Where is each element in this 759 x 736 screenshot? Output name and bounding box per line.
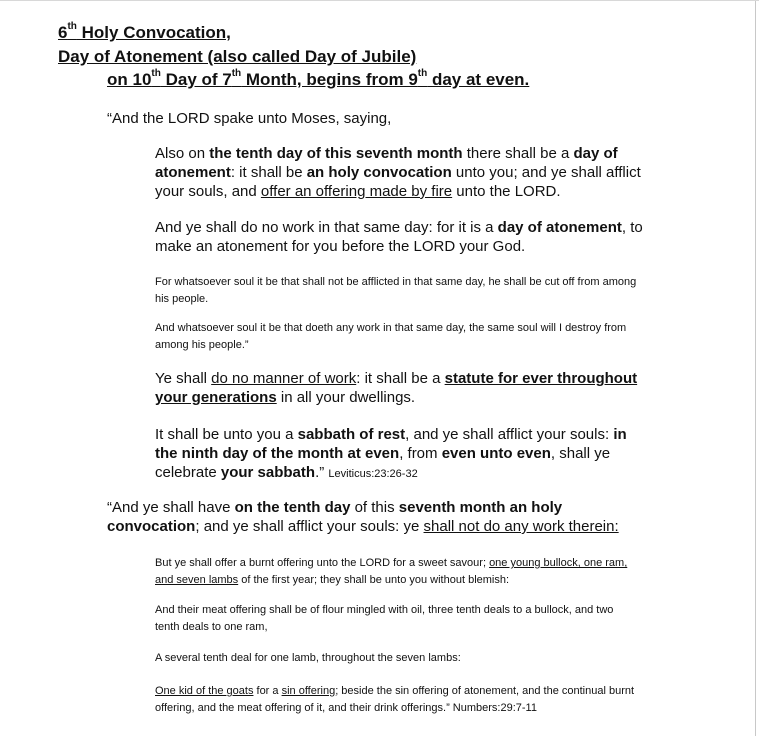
lev-p3-line-2: his people.: [155, 293, 209, 305]
page-right-edge: [755, 0, 756, 736]
lev-p4-line-1: And whatsoever soul it be that doeth any work in that same day, the same soul will I destroy from: [155, 322, 627, 334]
lev-p5-line-1: Ye shall do no manner of work: it shall be a statute for ever throughout: [155, 370, 638, 387]
lev-p6-line-3: celebrate your sabbath.” Leviticus:23:26-32: [155, 464, 418, 481]
lev-p2-line-1: And ye shall do no work in that same day: for it is a day of atonement, to: [155, 219, 643, 236]
num-p2-line-2: tenth deals to one ram,: [155, 621, 268, 633]
num-p1-line-2: and seven lambs of the first year; they shall be unto you without blemish:: [155, 574, 510, 586]
num-p1-line-1: But ye shall offer a burnt offering unto the LORD for a sweet savour; one young bullock, one ram,: [155, 557, 628, 569]
lev-p6-line-2: the ninth day of the month at even, from even unto even, shall ye: [155, 445, 611, 462]
lev-p5-line-2: your generations in all your dwellings.: [155, 389, 416, 406]
heading-line-1: 6th Holy Convocation,: [58, 21, 231, 42]
heading-line-2: Day of Atonement (also called Day of Jubile): [58, 47, 417, 66]
num-p4-line-2: offering, and the meat offering of it, and their drink offerings.” Numbers:29:7-11: [155, 702, 537, 714]
lev-p1-line-3: your souls, and offer an offering made by fire unto the LORD.: [155, 183, 561, 200]
num-p3-line-1: A several tenth deal for one lamb, throughout the seven lambs:: [155, 652, 461, 664]
num-intro-line-1: “And ye shall have on the tenth day of this seventh month an holy: [107, 499, 563, 516]
leviticus-intro: “And the LORD spake unto Moses, saying,: [107, 110, 392, 127]
num-p2-line-1: And their meat offering shall be of flour mingled with oil, three tenth deals to a bullock, and two: [155, 604, 614, 616]
lev-p4-line-2: among his people.”: [155, 339, 249, 351]
lev-p1-line-1: Also on the tenth day of this seventh month there shall be a day of: [155, 145, 618, 162]
page-top-edge: [0, 0, 759, 1]
lev-p3-line-1: For whatsoever soul it be that shall not be afflicted in that same day, he shall be cut off from among: [155, 276, 637, 288]
num-intro-line-2: convocation; and ye shall afflict your souls: ye shall not do any work therein:: [107, 518, 619, 535]
num-p4-line-1: One kid of the goats for a sin offering; beside the sin offering of atonement, and the continual burnt: [155, 685, 635, 697]
leviticus-reference: Leviticus:23:26-32: [328, 468, 418, 480]
lev-p1-line-2: atonement: it shall be an holy convocation unto you; and ye shall afflict: [155, 164, 641, 181]
lev-p6-line-1: It shall be unto you a sabbath of rest, and ye shall afflict your souls: in: [155, 426, 627, 443]
heading-line-3: on 10th Day of 7th Month, begins from 9th day at even.: [107, 68, 530, 89]
lev-p2-line-2: make an atonement for you before the LORD your God.: [155, 238, 526, 255]
